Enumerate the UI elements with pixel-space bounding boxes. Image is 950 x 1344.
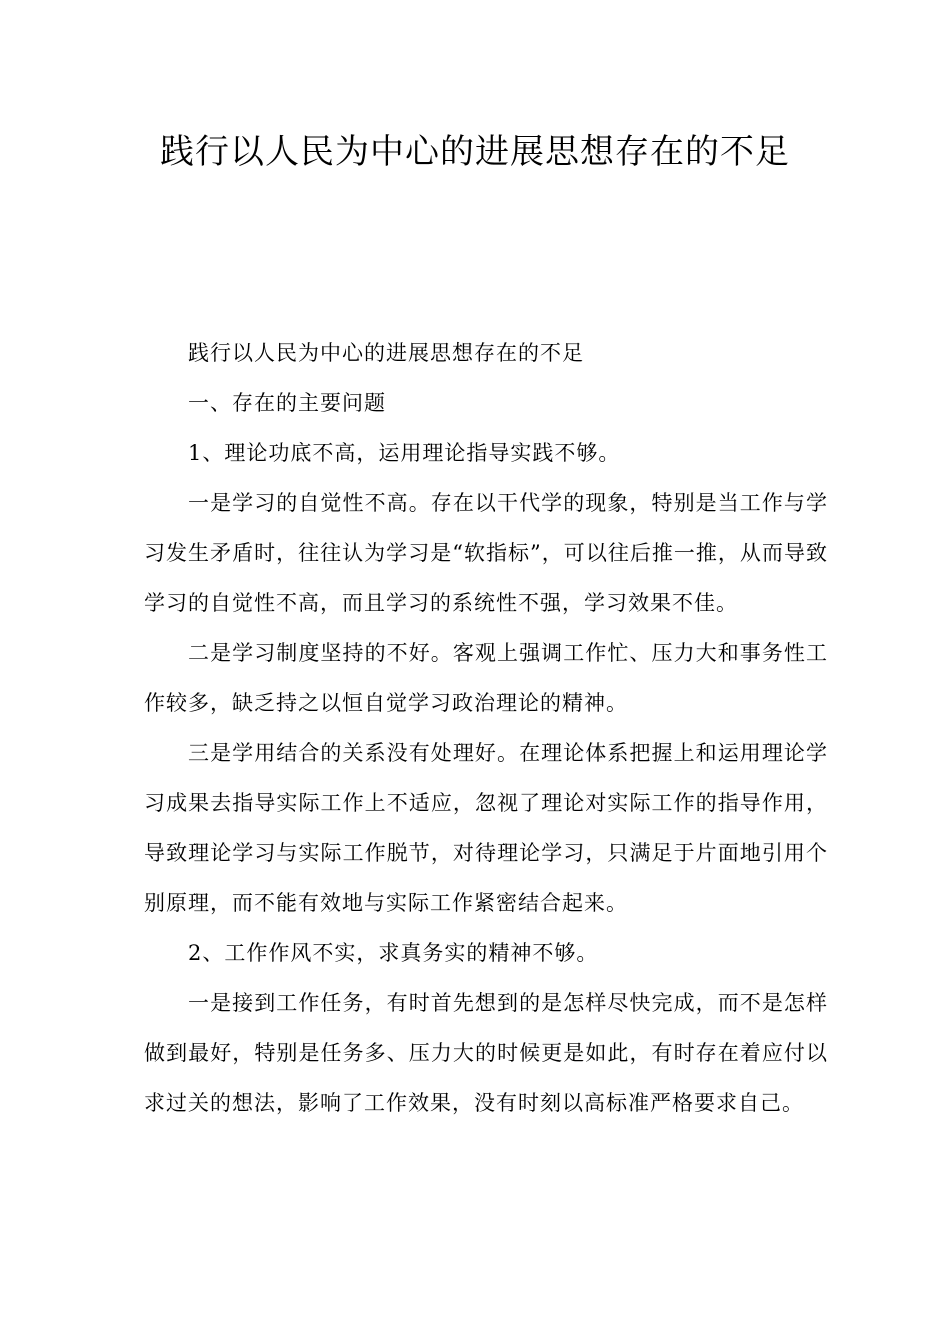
document-body (144, 328, 828, 1128)
paragraph-point-2a: 一是接到工作任务，有时首先想到的是怎样尽快完成，而不是怎样做到最好，特别是任务多、压力大的时候更是如此，有时存在着应付以求过关的想法，影响了工作效果，没有时刻以高标准严格要求自己。 (144, 991, 828, 1115)
paragraph-point-1a: 一是学习的自觉性不高。存在以干代学的现象，特别是当工作与学习发生矛盾时，往往认为学习是“软指标”，可以往后推一推，从而导致学习的自觉性不高，而且学习的系统性不强，学习效果不佳。 (144, 491, 828, 615)
paragraph-heading: 践行以人民为中心的进展思想存在的不足 (188, 341, 584, 365)
paragraph-item-2: 2、工作作风不实，求真务实的精神不够。 (188, 941, 599, 965)
paragraph-section-1: 一、存在的主要问题 (188, 391, 386, 415)
paragraph-item-1: 1、理论功底不高，运用理论指导实践不够。 (188, 441, 621, 465)
document-title: 践行以人民为中心的进展思想存在的不足 (160, 132, 790, 172)
paragraph-point-1c: 三是学用结合的关系没有处理好。在理论体系把握上和运用理论学习成果去指导实际工作上不适应，忽视了理论对实际工作的指导作用，导致理论学习与实际工作脱节，对待理论学习，只满足于片面地引用个别原理，而不能有效地与实际工作紧密结合起来。 (144, 741, 828, 915)
paragraph-point-1b: 二是学习制度坚持的不好。客观上强调工作忙、压力大和事务性工作较多，缺乏持之以恒自觉学习政治理论的精神。 (144, 641, 828, 715)
